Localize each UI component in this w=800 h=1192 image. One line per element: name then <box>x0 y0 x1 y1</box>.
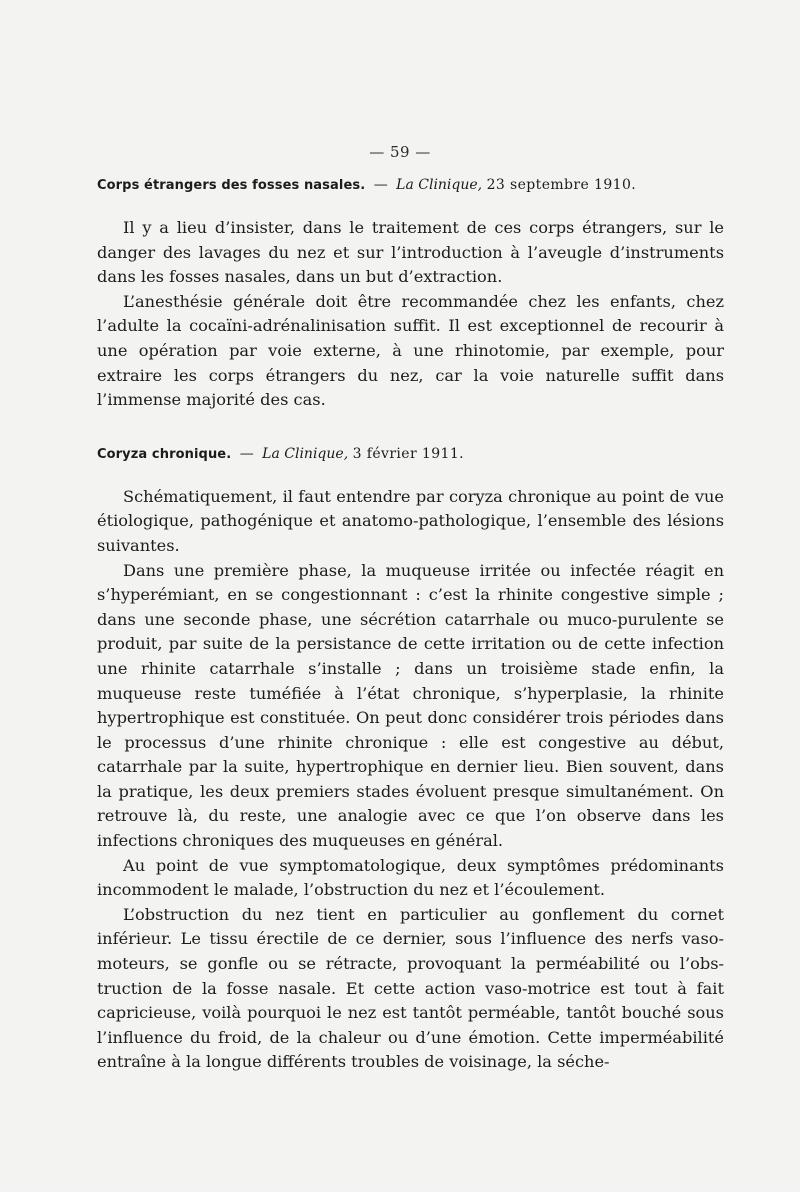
page-number: — 59 — <box>369 143 431 161</box>
publication-date: 3 février 1911. <box>352 445 465 462</box>
section-chronic-coryza <box>97 443 724 1075</box>
paragraph: Au point de vue symptomatologique, deux symptômes prédominants incommodent le malade, l’obstruction du nez et l’écoulement. <box>97 855 724 900</box>
journal-name: La Clinique, <box>262 445 349 462</box>
section-body <box>97 216 724 413</box>
paragraph: Il y a lieu d’insister, dans le traitement de ces corps étrangers, sur le danger des lavages du nez et sur l’introduction à l’aveugle d’instruments dans les fosses nasales, dans un but d’extraction. <box>97 218 724 287</box>
section-body <box>97 485 724 1075</box>
section-title: Coryza chronique. <box>97 446 232 462</box>
section-heading <box>97 174 724 197</box>
heading-dash: — <box>239 445 254 462</box>
section-heading <box>97 443 724 466</box>
heading-dash: — <box>373 177 388 193</box>
publication-date: 23 septembre 1910. <box>486 177 637 193</box>
paragraph: Schématiquement, il faut entendre par coryza chronique au point de vue étiologique, pathogénique et anatomo-pathologique, l’ensemble des lésions suivantes. <box>97 486 724 555</box>
page-content <box>97 174 724 1075</box>
paragraph: L’anesthésie générale doit être recommandée chez les enfants, chez l’adulte la cocaïni-adrénalinisation suffit. Il est exceptionnel de recourir à une opération par voie externe, à une rhinotomie, par exemple, pour extraire les corps étrangers du nez, car la voie naturelle suffit dans l’immense majorité des cas. <box>97 291 724 410</box>
paragraph: Dans une première phase, la muqueuse irritée ou infectée réagit en s’hyperémiant, en se congestionnant : c’est la rhinite congestive simple ; dans une seconde phase, une sécrétion catarrhale ou muco-purulente se produit, par suite de la persistance de cette irritation ou de cette infection une rhinite catarrhale s’installe ; dans un troisième stade enfin, la muqueuse reste tuméfiée à l’état chronique, s’hyperplasie, la rhinite hypertrophique est constituée. On peut donc considérer trois périodes dans le processus d’une rhinite chronique : elle est congestive au début, catarrhale par la suite, hypertrophique en dernier lieu. Bien souvent, dans la pratique, les deux premiers stades évoluent presque simultanément. On retrouve là, du reste, une analogie avec ce que l’on observe dans les infections chroniques des muqueuses en général. <box>97 560 724 851</box>
paragraph: L’obstruction du nez tient en particulier au gonflement du cornet inférieur. Le tissu érectile de ce dernier, sous l’influence des nerfs vasomoteurs, se gonfle ou se rétracte, provoquant la perméabilité ou l’obstruction de la fosse nasale. Et cette action vaso-motrice est tout à fait capricieuse, voilà pourquoi le nez est tantôt perméable, tantôt bouché sous l’influence du froid, de la chaleur ou d’une émotion. Cette imperméabilité entraîne à la longue différents troubles de voisinage, la séche- <box>97 904 724 1072</box>
section-foreign-bodies <box>97 174 724 413</box>
section-title: Corps étrangers des fosses nasales. <box>97 178 366 193</box>
journal-name: La Clinique, <box>396 177 483 193</box>
